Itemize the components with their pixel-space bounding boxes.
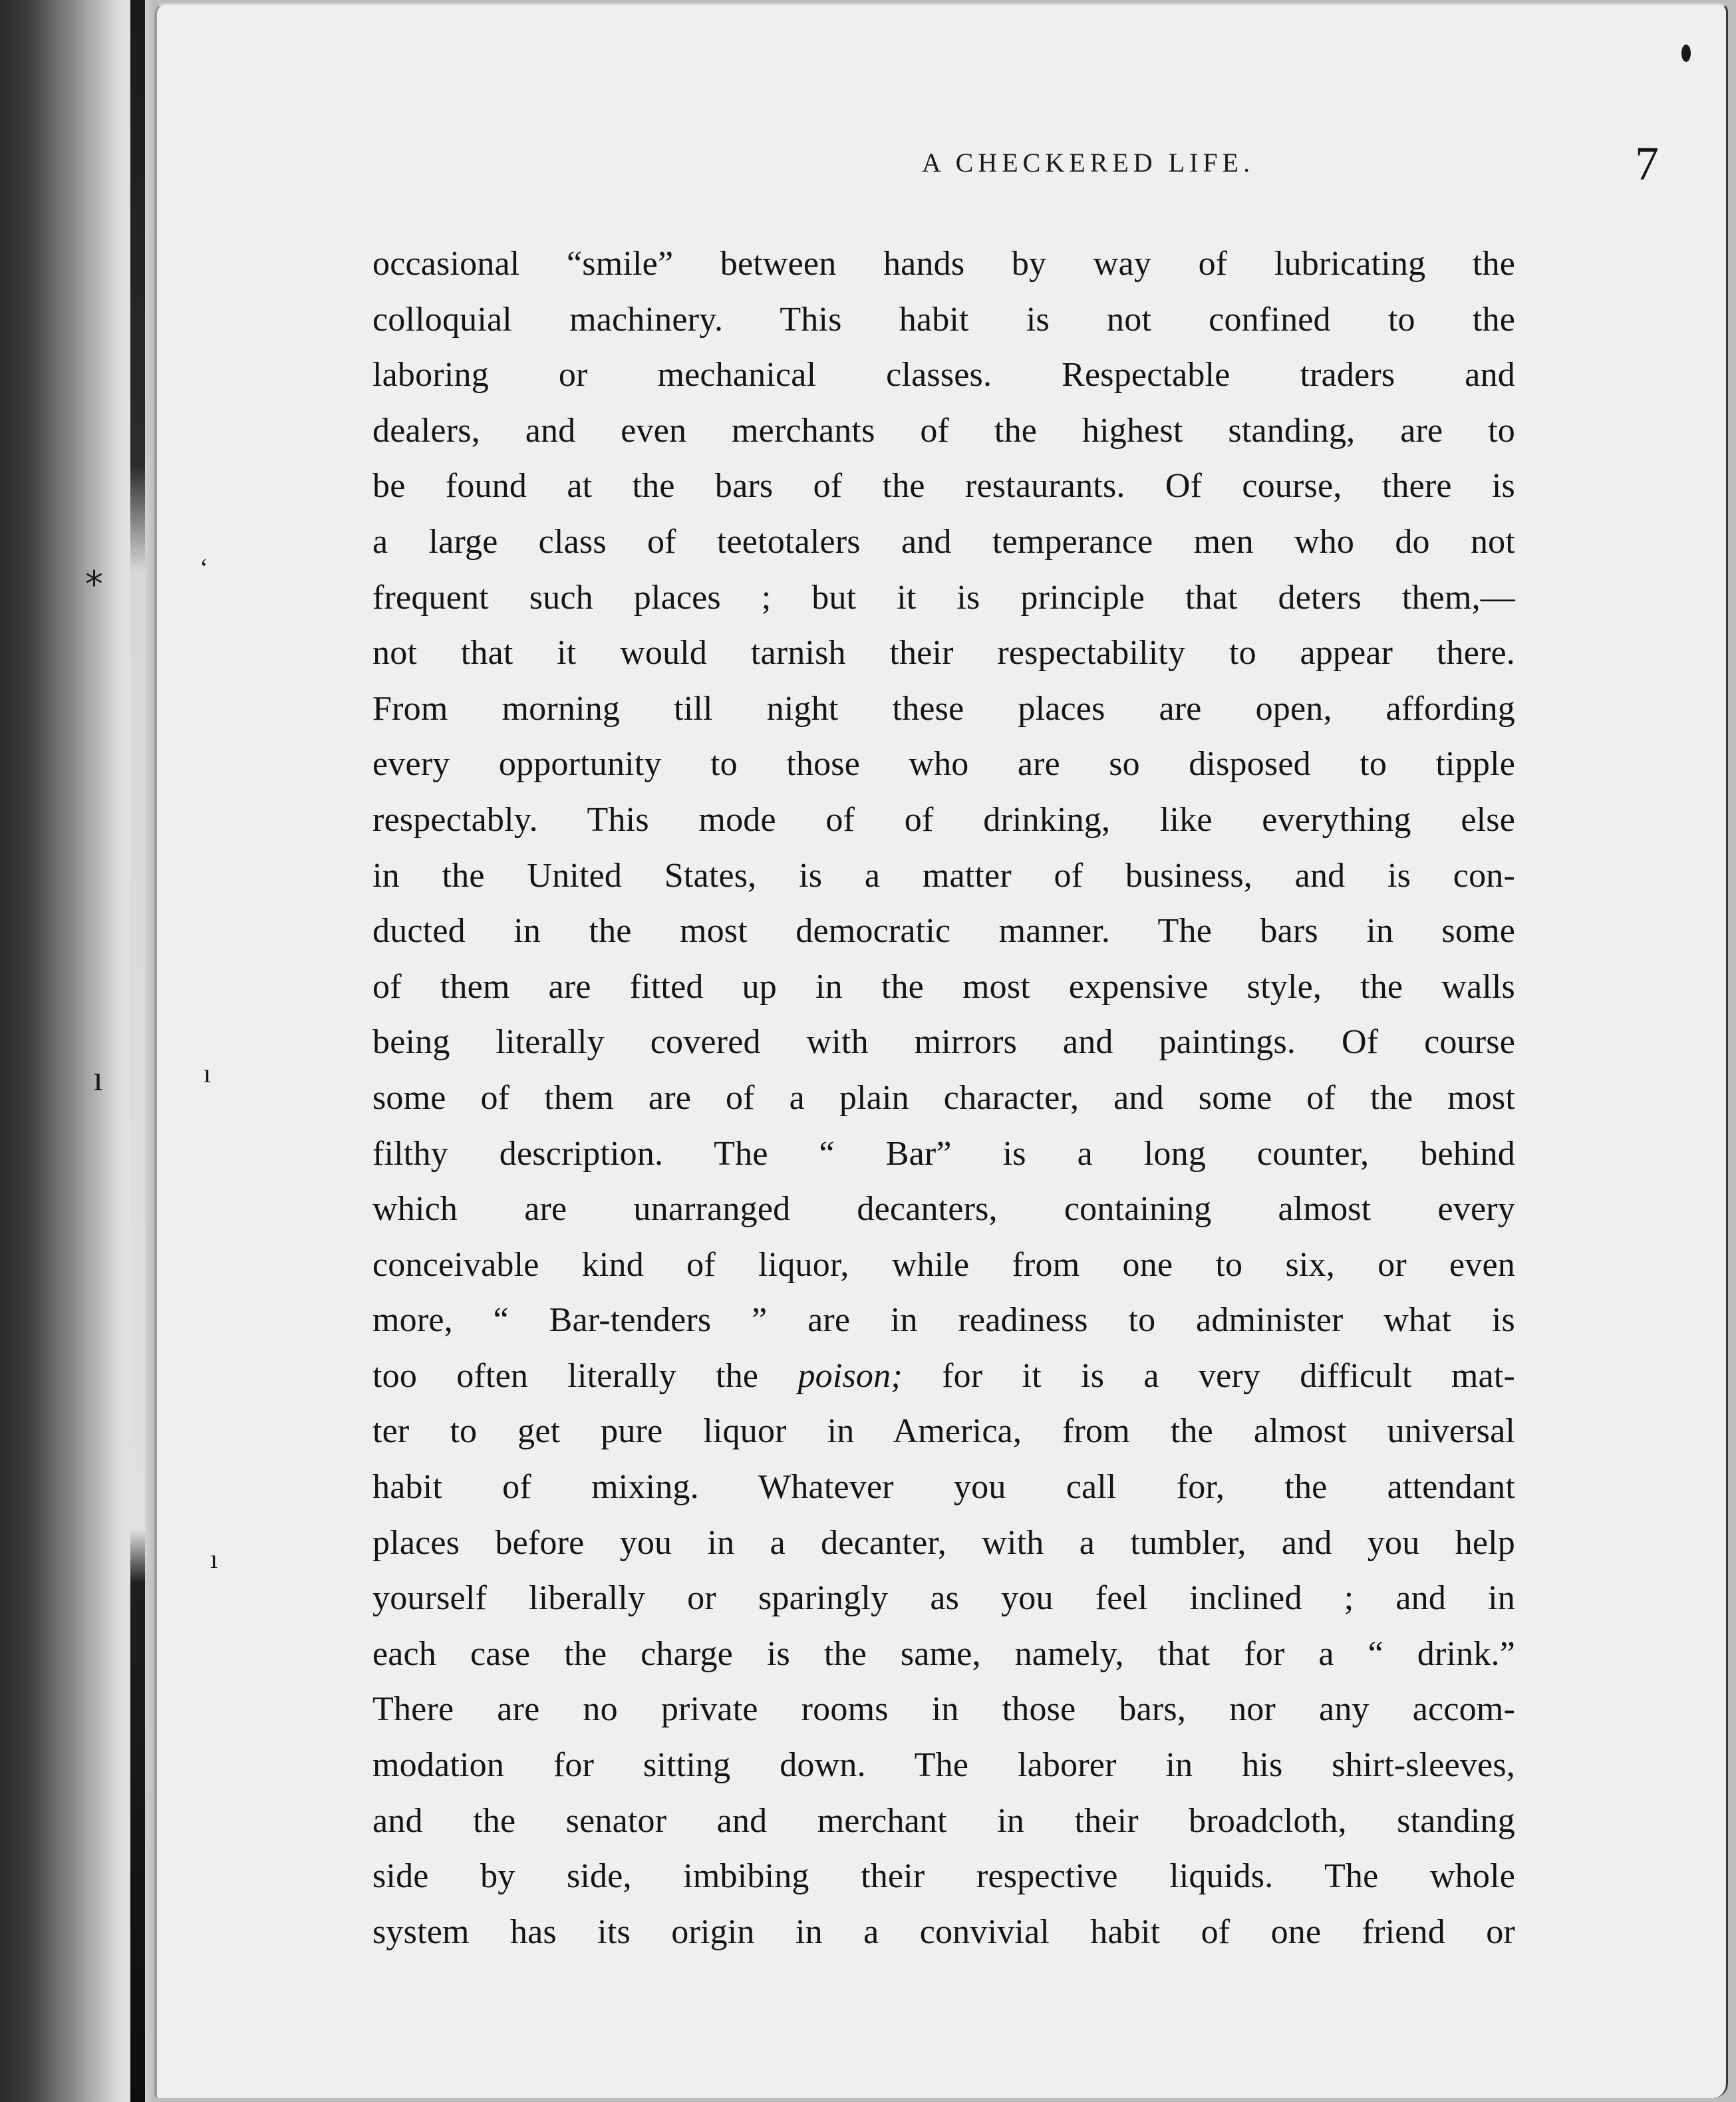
text-line: yourself liberally or sparingly as you feel inclined ; and in	[372, 1579, 1515, 1618]
margin-mark: ı	[204, 1058, 212, 1088]
text-line: dealers, and even merchants of the highest standing, are to	[372, 411, 1515, 450]
text-line: being literally covered with mirrors and paintings. Of course	[372, 1023, 1515, 1062]
margin-mark: ‘	[200, 553, 209, 583]
running-head: A CHECKERED LIFE.	[922, 148, 1255, 178]
text-line: system has its origin in a convivial habit of one friend or	[372, 1912, 1515, 1951]
text-line: every opportunity to those who are so disposed to tipple	[372, 745, 1515, 784]
text-line: be found at the bars of the restaurants. Of course, there is	[372, 467, 1515, 506]
text-line: occasional “smile” between hands by way of lubricating the	[372, 245, 1515, 283]
text-line: of them are fitted up in the most expensive style, the walls	[372, 967, 1515, 1006]
text-line: filthy description. The “ Bar” is a long counter, behind	[372, 1134, 1515, 1173]
italic-word: poison;	[797, 1356, 903, 1395]
margin-mark: ⁎	[85, 553, 103, 593]
text-line: ter to get pure liquor in America, from the almost universal	[372, 1412, 1515, 1451]
text-line: in the United States, is a matter of business, and is con-	[372, 856, 1515, 895]
margin-mark: ı	[93, 1058, 104, 1098]
text-line: side by side, imbibing their respective liquids. The whole	[372, 1857, 1515, 1896]
text-line: places before you in a decanter, with a tumbler, and you help	[372, 1523, 1515, 1562]
text-segment: too often literally the	[372, 1356, 798, 1395]
text-line: laboring or mechanical classes. Respectable traders and	[372, 356, 1515, 394]
text-line: From morning till night these places are open, affording	[372, 689, 1515, 728]
ink-speck	[1681, 45, 1691, 62]
text-line: conceivable kind of liquor, while from one to six, or even	[372, 1245, 1515, 1284]
text-line	[372, 1348, 1515, 1404]
text-line: frequent such places ; but it is principle that deters them,—	[372, 578, 1515, 617]
text-line: and the senator and merchant in their broadcloth, standing	[372, 1801, 1515, 1840]
text-line: colloquial machinery. This habit is not confined to the	[372, 300, 1515, 339]
text-line: There are no private rooms in those bars, nor any accom-	[372, 1690, 1515, 1729]
text-line: respectably. This mode of of drinking, like everything else	[372, 800, 1515, 839]
text-segment: for it is a very difficult mat-	[902, 1356, 1515, 1395]
margin-mark: ı	[210, 1544, 218, 1574]
text-line: each case the charge is the same, namely, that for a “ drink.”	[372, 1634, 1515, 1673]
text-line: which are unarranged decanters, containing almost every	[372, 1190, 1515, 1229]
text-line: more, “ Bar-tenders ” are in readiness to administer what is	[372, 1301, 1515, 1340]
text-line: ducted in the most democratic manner. The bars in some	[372, 912, 1515, 951]
text-line: some of them are of a plain character, and some of the most	[372, 1078, 1515, 1117]
text-line: a large class of teetotalers and temperance men who do not	[372, 522, 1515, 561]
page-number: 7	[1635, 137, 1659, 190]
binding-edge	[130, 0, 145, 2102]
text-line: not that it would tarnish their respectability to appear there.	[372, 634, 1515, 673]
text-line: habit of mixing. Whatever you call for, the attendant	[372, 1468, 1515, 1507]
text-line: modation for sitting down. The laborer in his shirt-sleeves,	[372, 1746, 1515, 1785]
body-text	[372, 236, 1515, 1960]
